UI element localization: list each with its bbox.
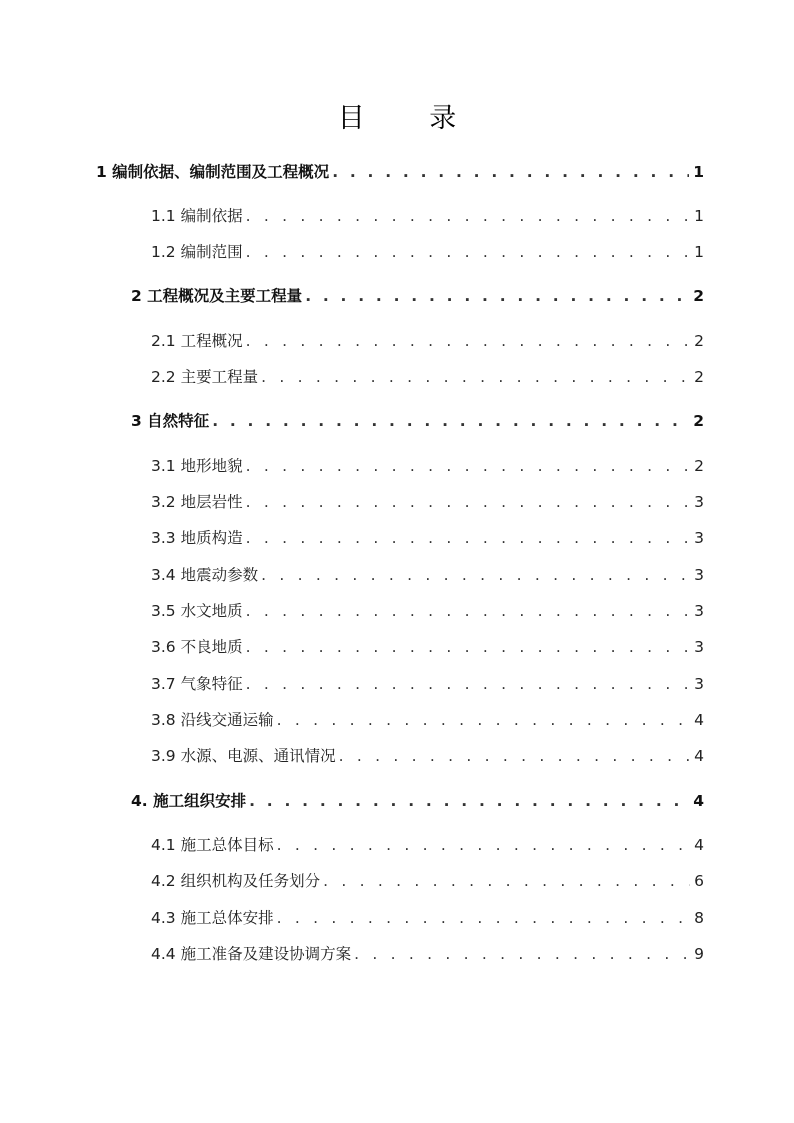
toc-entry[interactable] — [131, 285, 704, 307]
dot-leader — [246, 241, 691, 263]
dot-leader — [354, 943, 690, 965]
toc-entry[interactable] — [151, 907, 704, 929]
toc-entry-page: 1 — [694, 207, 704, 225]
toc-entry-page: 2 — [694, 368, 704, 386]
dot-leader — [246, 330, 691, 352]
toc-entry-title: 1.1 编制依据 — [151, 207, 243, 225]
dot-leader — [261, 366, 690, 388]
toc-entry[interactable] — [151, 455, 704, 477]
toc-entry-title: 4.3 施工总体安排 — [151, 909, 274, 927]
dot-leader — [277, 709, 691, 731]
dot-leader — [246, 636, 691, 658]
toc-entry[interactable] — [151, 745, 704, 767]
toc-entry-page: 2 — [694, 457, 704, 475]
dot-leader — [212, 410, 689, 432]
toc-entry[interactable] — [151, 709, 704, 731]
toc-entry[interactable] — [131, 790, 704, 812]
toc-entry-title: 3.9 水源、电源、通讯情况 — [151, 747, 336, 765]
toc-entry-title: 3.7 气象特征 — [151, 675, 243, 693]
dot-leader — [246, 205, 691, 227]
dot-leader — [277, 907, 691, 929]
toc-entry[interactable] — [151, 527, 704, 549]
toc-entry-page: 3 — [694, 493, 704, 511]
toc-entry-title: 1 编制依据、编制范围及工程概况 — [96, 163, 330, 181]
toc-entry-title: 2.2 主要工程量 — [151, 368, 259, 386]
toc-entry-page: 1 — [693, 163, 704, 181]
toc-entry-title: 2 工程概况及主要工程量 — [131, 287, 303, 305]
toc-entry-page: 2 — [693, 287, 704, 305]
toc-entry-page: 4 — [694, 747, 704, 765]
toc-entry-title: 3.4 地震动参数 — [151, 566, 259, 584]
toc-entry-page: 8 — [694, 909, 704, 927]
toc-entry-page: 3 — [694, 529, 704, 547]
toc-entry-page: 4 — [693, 792, 704, 810]
toc-entry-title: 2.1 工程概况 — [151, 332, 243, 350]
toc-entry[interactable] — [151, 564, 704, 586]
toc-entry-page: 3 — [694, 566, 704, 584]
toc-entry-page: 3 — [694, 602, 704, 620]
toc-entry-title: 4.2 组织机构及任务划分 — [151, 872, 321, 890]
dot-leader — [249, 790, 689, 812]
toc-entry[interactable] — [151, 636, 704, 658]
dot-leader — [246, 600, 691, 622]
toc-entry-page: 3 — [694, 675, 704, 693]
toc-entry-page: 3 — [694, 638, 704, 656]
dot-leader — [332, 161, 689, 183]
dot-leader — [261, 564, 690, 586]
dot-leader — [246, 455, 691, 477]
toc-entry-title: 3.3 地质构造 — [151, 529, 243, 547]
toc-entry[interactable] — [151, 673, 704, 695]
toc-entry-title: 3.8 沿线交通运输 — [151, 711, 274, 729]
toc-entry[interactable] — [151, 834, 704, 856]
toc-entry[interactable] — [151, 241, 704, 263]
dot-leader — [246, 673, 691, 695]
toc-entry[interactable] — [131, 410, 704, 432]
dot-leader — [277, 834, 691, 856]
toc-entry-title: 1.2 编制范围 — [151, 243, 243, 261]
dot-leader — [323, 870, 690, 892]
toc-entry-page: 2 — [693, 412, 704, 430]
toc-entry[interactable] — [151, 366, 704, 388]
dot-leader — [305, 285, 689, 307]
toc-entry[interactable] — [151, 491, 704, 513]
toc-entry-page: 6 — [694, 872, 704, 890]
page-title: 目 录 — [337, 103, 485, 134]
toc-entry[interactable] — [151, 205, 704, 227]
toc-entry-page: 4 — [694, 711, 704, 729]
dot-leader — [339, 745, 691, 767]
toc-entry-page: 4 — [694, 836, 704, 854]
toc-entry[interactable] — [151, 870, 704, 892]
toc-entry[interactable] — [151, 600, 704, 622]
toc-entry-page: 1 — [694, 243, 704, 261]
toc-entry[interactable] — [151, 943, 704, 965]
toc-entry[interactable] — [151, 330, 704, 352]
toc-entry-title: 4.4 施工准备及建设协调方案 — [151, 945, 352, 963]
toc-entry[interactable] — [96, 161, 704, 183]
dot-leader — [246, 527, 691, 549]
toc-entry-page: 9 — [694, 945, 704, 963]
toc-entry-page: 2 — [694, 332, 704, 350]
toc-entry-title: 4. 施工组织安排 — [131, 792, 247, 810]
toc-entry-title: 4.1 施工总体目标 — [151, 836, 274, 854]
toc-entry-title: 3.5 水文地质 — [151, 602, 243, 620]
toc-entry-title: 3.2 地层岩性 — [151, 493, 243, 511]
toc-entry-title: 3 自然特征 — [131, 412, 210, 430]
toc-entry-title: 3.1 地形地貌 — [151, 457, 243, 475]
toc-entry-title: 3.6 不良地质 — [151, 638, 243, 656]
dot-leader — [246, 491, 691, 513]
